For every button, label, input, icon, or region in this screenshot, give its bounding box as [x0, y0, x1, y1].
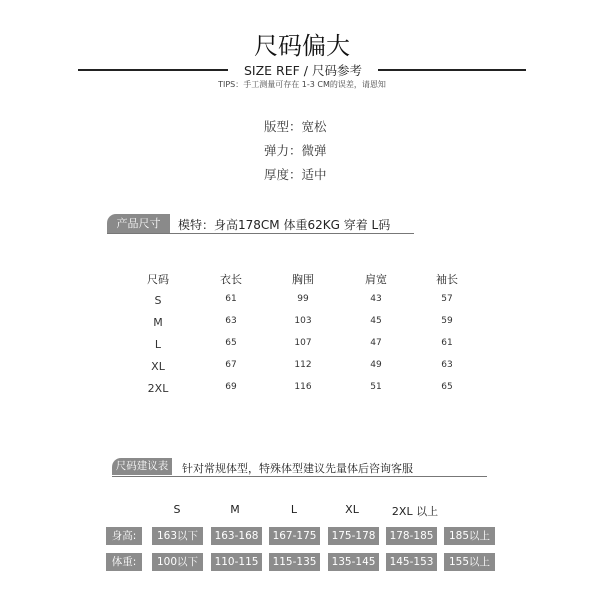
size-table-cell: 65 [225, 338, 237, 348]
weight-range: 155以上 [444, 553, 495, 571]
recommend-size-label: M [230, 503, 240, 516]
size-table-cell: S [154, 294, 162, 307]
weight-range: 115-135 [269, 553, 320, 571]
weight-range: 100以下 [152, 553, 203, 571]
size-table-cell: 43 [370, 294, 382, 304]
weight-range: 110-115 [211, 553, 262, 571]
size-table-header: 尺码 [147, 273, 169, 286]
divider-left [78, 69, 228, 71]
spec-thickness: 厚度：适中 [264, 167, 327, 182]
size-table-cell: 112 [294, 360, 312, 370]
height-label: 身高: [106, 527, 142, 545]
model-info: 模特：身高178CM 体重62KG 穿着 L码 [178, 218, 391, 232]
size-table-header: 袖长 [436, 273, 458, 286]
weight-range: 135-145 [328, 553, 379, 571]
height-range: 185以上 [444, 527, 495, 545]
product-size-tab: 产品尺寸 [107, 214, 170, 233]
recommend-size-label: S [173, 503, 181, 516]
size-table-cell: 63 [225, 316, 237, 326]
size-table-header: 衣长 [220, 273, 242, 286]
weight-label: 体重: [106, 553, 142, 571]
height-range: 167-175 [269, 527, 320, 545]
spec-elasticity: 弹力：微弹 [264, 143, 327, 158]
recommend-tab: 尺码建议表 [112, 458, 172, 475]
recommend-size-label: L [290, 503, 298, 516]
divider-right [378, 69, 526, 71]
size-table-cell: L [154, 338, 162, 351]
size-table-cell: 63 [441, 360, 453, 370]
size-table-cell: XL [151, 360, 165, 373]
page-title: 尺码偏大 [254, 32, 350, 60]
size-table-cell: 61 [441, 338, 453, 348]
size-table-cell: 103 [294, 316, 312, 326]
size-table-cell: 61 [225, 294, 237, 304]
recommend-size-label: XL [345, 503, 359, 516]
size-table-cell: 65 [441, 382, 453, 392]
recommend-size-label: 2XL 以上 [391, 505, 439, 518]
size-table-cell: 67 [225, 360, 237, 370]
size-table-cell: 116 [294, 382, 312, 392]
size-table-cell: 45 [370, 316, 382, 326]
spec-fit: 版型：宽松 [264, 119, 327, 134]
weight-range: 145-153 [386, 553, 437, 571]
height-range: 175-178 [328, 527, 379, 545]
height-range: 163-168 [211, 527, 262, 545]
recommend-note: 针对常规体型，特殊体型建议先量体后咨询客服 [182, 462, 413, 475]
size-table-cell: 99 [297, 294, 309, 304]
size-table-header: 肩宽 [365, 273, 387, 286]
size-table-cell: 59 [441, 316, 453, 326]
size-table-cell: 69 [225, 382, 237, 392]
size-table-header: 胸围 [292, 273, 314, 286]
size-table-cell: 51 [370, 382, 382, 392]
section-underline [107, 233, 414, 234]
height-range: 178-185 [386, 527, 437, 545]
size-table-cell: 57 [441, 294, 453, 304]
size-table-cell: M [153, 316, 163, 329]
size-table-cell: 49 [370, 360, 382, 370]
size-table-cell: 2XL [147, 382, 169, 395]
height-range: 163以下 [152, 527, 203, 545]
section-underline [112, 476, 487, 477]
tips-text: TIPS：手工测量可存在 1-3 CM的误差，请恩知 [218, 80, 386, 89]
size-table-cell: 47 [370, 338, 382, 348]
size-ref-heading: SIZE REF / 尺码参考 [244, 63, 362, 78]
size-table-cell: 107 [294, 338, 312, 348]
